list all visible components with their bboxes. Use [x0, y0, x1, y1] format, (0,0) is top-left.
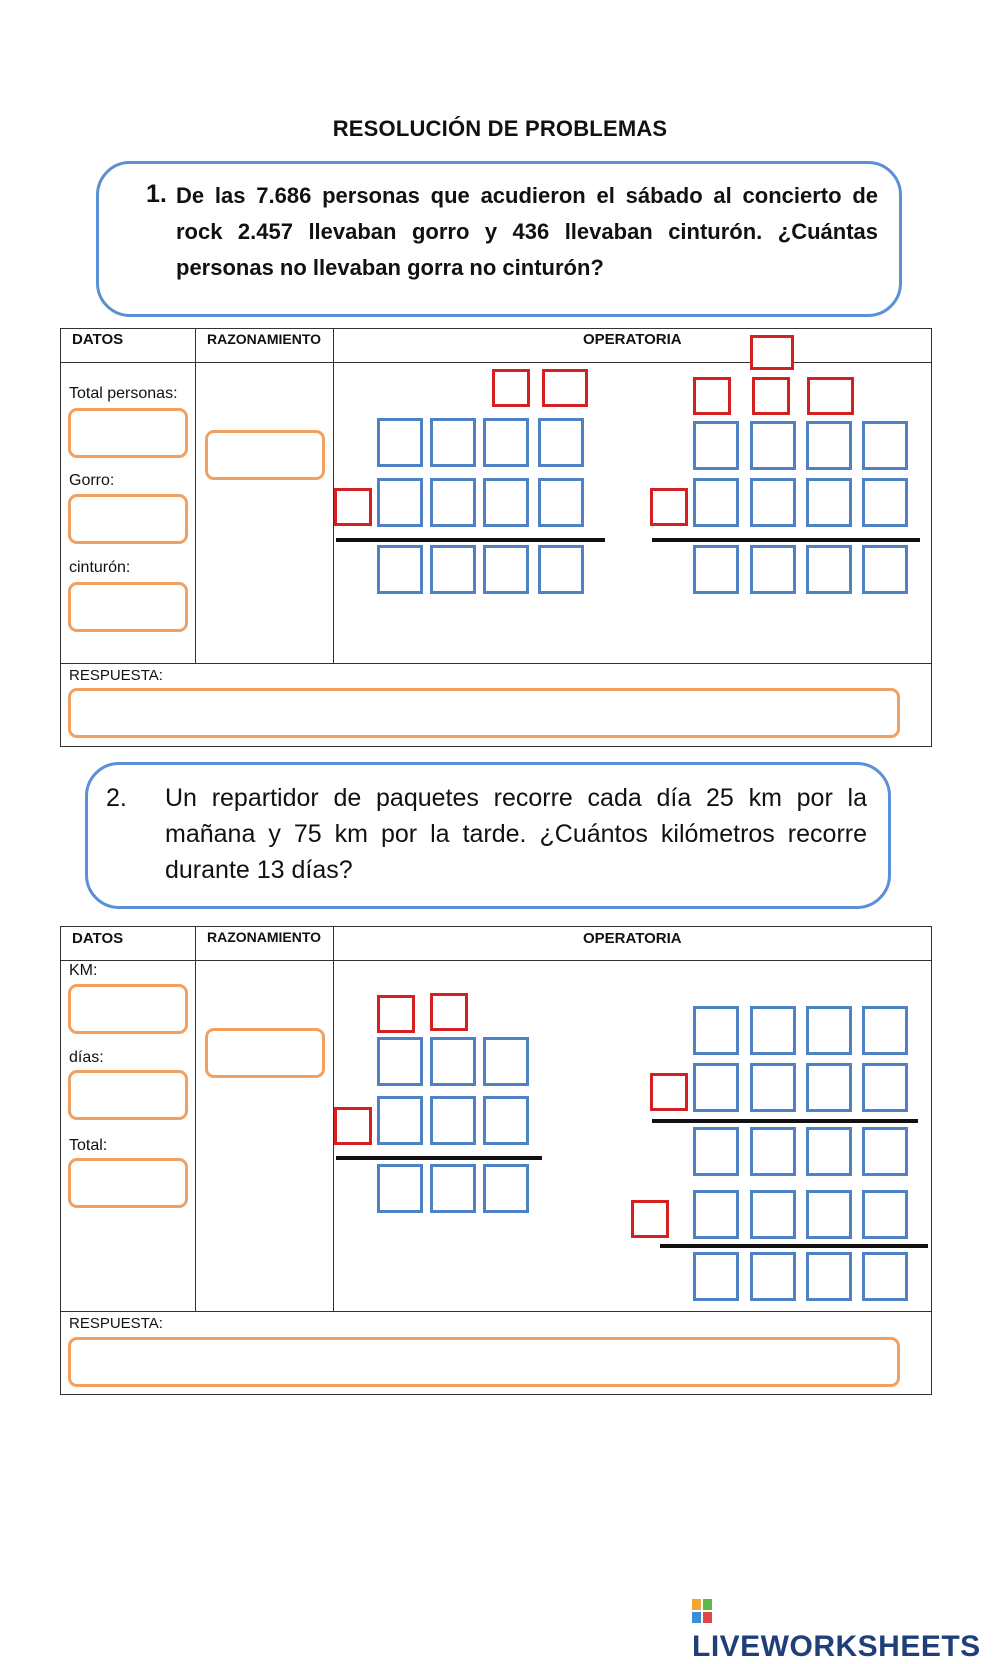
label-total: Total:: [69, 1137, 108, 1154]
digit-box[interactable]: [377, 478, 423, 527]
carry-box[interactable]: [492, 369, 530, 407]
liveworksheets-brand: LIVEWORKSHEETS: [692, 1630, 981, 1663]
digit-box[interactable]: [483, 1037, 529, 1086]
operator-box[interactable]: [650, 1073, 688, 1111]
partial-box[interactable]: [806, 1190, 852, 1239]
digit-box[interactable]: [483, 478, 529, 527]
page-title: RESOLUCIÓN DE PROBLEMAS: [332, 116, 668, 141]
digit-box[interactable]: [538, 478, 584, 527]
digit-box[interactable]: [693, 421, 739, 470]
result-box[interactable]: [377, 1164, 423, 1213]
result-box[interactable]: [430, 545, 476, 594]
digit-box[interactable]: [430, 1037, 476, 1086]
table-1-header-divider: [60, 362, 932, 363]
digit-box[interactable]: [750, 1006, 796, 1055]
digit-box[interactable]: [806, 421, 852, 470]
result-box[interactable]: [750, 1252, 796, 1301]
digit-box[interactable]: [862, 478, 908, 527]
digit-box[interactable]: [806, 1006, 852, 1055]
respuesta-label-2: RESPUESTA:: [69, 1315, 163, 1332]
table-2-razonamiento-header: RAZONAMIENTO: [207, 929, 322, 945]
input-respuesta-2[interactable]: [68, 1337, 900, 1387]
problem-2-number: 2.: [106, 784, 127, 812]
digit-box[interactable]: [862, 1063, 908, 1112]
digit-box[interactable]: [430, 1096, 476, 1145]
input-gorro[interactable]: [68, 494, 188, 544]
partial-box[interactable]: [693, 1127, 739, 1176]
result-box[interactable]: [377, 545, 423, 594]
liveworksheets-logo: [692, 1596, 1000, 1664]
digit-box[interactable]: [862, 421, 908, 470]
sum-line: [336, 1156, 542, 1160]
partial-box[interactable]: [862, 1127, 908, 1176]
table-1-operatoria-header: OPERATORIA: [583, 331, 682, 348]
liveworksheets-mark-icon: [692, 1599, 714, 1625]
digit-box[interactable]: [693, 478, 739, 527]
result-box[interactable]: [750, 545, 796, 594]
table-2: [60, 926, 932, 1395]
input-dias[interactable]: [68, 1070, 188, 1120]
digit-box[interactable]: [806, 478, 852, 527]
problem-2-text: Un repartidor de paquetes recorre cada día 25 km por la mañana y 75 km por la tarde. ¿Cuántos kilómetros recorre durante 13 días?: [165, 784, 867, 884]
result-box[interactable]: [862, 1252, 908, 1301]
result-box[interactable]: [693, 545, 739, 594]
input-total-personas[interactable]: [68, 408, 188, 458]
digit-box[interactable]: [862, 1006, 908, 1055]
table-2-operatoria-header: OPERATORIA: [583, 930, 682, 947]
table-1-answer-divider: [60, 663, 932, 664]
table-1-datos-header: DATOS: [72, 331, 124, 348]
digit-box[interactable]: [483, 418, 529, 467]
input-cinturon[interactable]: [68, 582, 188, 632]
partial-box[interactable]: [862, 1190, 908, 1239]
carry-box[interactable]: [752, 377, 790, 415]
digit-box[interactable]: [750, 421, 796, 470]
table-2-header-divider: [60, 960, 932, 961]
result-box[interactable]: [806, 1252, 852, 1301]
digit-box[interactable]: [806, 1063, 852, 1112]
table-2-datos-header: DATOS: [72, 930, 124, 947]
operator-box[interactable]: [334, 1107, 372, 1145]
digit-box[interactable]: [377, 1037, 423, 1086]
sum-line: [336, 538, 605, 542]
sum-line: [660, 1244, 928, 1248]
problem-1-text: De las 7.686 personas que acudieron el sábado al concierto de rock 2.457 llevaban gorro y 436 llevaban cinturón. ¿Cuántas personas no llevaban gorra no cinturón?: [176, 183, 878, 280]
digit-box[interactable]: [693, 1006, 739, 1055]
digit-box[interactable]: [693, 1063, 739, 1112]
carry-box[interactable]: [542, 369, 588, 407]
carry-box[interactable]: [693, 377, 731, 415]
result-box[interactable]: [538, 545, 584, 594]
operator-box[interactable]: [334, 488, 372, 526]
digit-box[interactable]: [430, 418, 476, 467]
label-cinturon: cinturón:: [69, 559, 131, 576]
label-dias: días:: [69, 1049, 104, 1066]
result-box[interactable]: [430, 1164, 476, 1213]
carry-box[interactable]: [430, 993, 468, 1031]
input-razonamiento-1[interactable]: [205, 430, 325, 480]
respuesta-label-1: RESPUESTA:: [69, 667, 163, 684]
digit-box[interactable]: [538, 418, 584, 467]
partial-box[interactable]: [806, 1127, 852, 1176]
product-line: [652, 1119, 918, 1123]
digit-box[interactable]: [750, 478, 796, 527]
partial-box[interactable]: [693, 1190, 739, 1239]
label-km: KM:: [69, 962, 98, 979]
digit-box[interactable]: [377, 1096, 423, 1145]
sum-line: [652, 538, 920, 542]
label-total-personas: Total personas:: [69, 385, 178, 402]
table-1-col-divider-1: [195, 328, 196, 664]
carry-box[interactable]: [377, 995, 415, 1033]
table-2-col-divider-1: [195, 926, 196, 1312]
result-box[interactable]: [483, 1164, 529, 1213]
table-1-razonamiento-header: RAZONAMIENTO: [207, 331, 322, 347]
input-respuesta-1[interactable]: [68, 688, 900, 738]
partial-box[interactable]: [750, 1190, 796, 1239]
carry-box[interactable]: [750, 335, 794, 370]
result-box[interactable]: [806, 545, 852, 594]
carry-box[interactable]: [807, 377, 854, 415]
input-km[interactable]: [68, 984, 188, 1034]
partial-box[interactable]: [750, 1127, 796, 1176]
table-2-answer-divider: [60, 1311, 932, 1312]
operator-box[interactable]: [631, 1200, 669, 1238]
digit-box[interactable]: [430, 478, 476, 527]
label-gorro: Gorro:: [69, 472, 115, 489]
digit-box[interactable]: [750, 1063, 796, 1112]
operator-box[interactable]: [650, 488, 688, 526]
result-box[interactable]: [862, 545, 908, 594]
digit-box[interactable]: [377, 418, 423, 467]
result-box[interactable]: [693, 1252, 739, 1301]
input-razonamiento-2[interactable]: [205, 1028, 325, 1078]
digit-box[interactable]: [483, 1096, 529, 1145]
result-box[interactable]: [483, 545, 529, 594]
problem-1-number: 1.: [146, 180, 167, 208]
input-total[interactable]: [68, 1158, 188, 1208]
